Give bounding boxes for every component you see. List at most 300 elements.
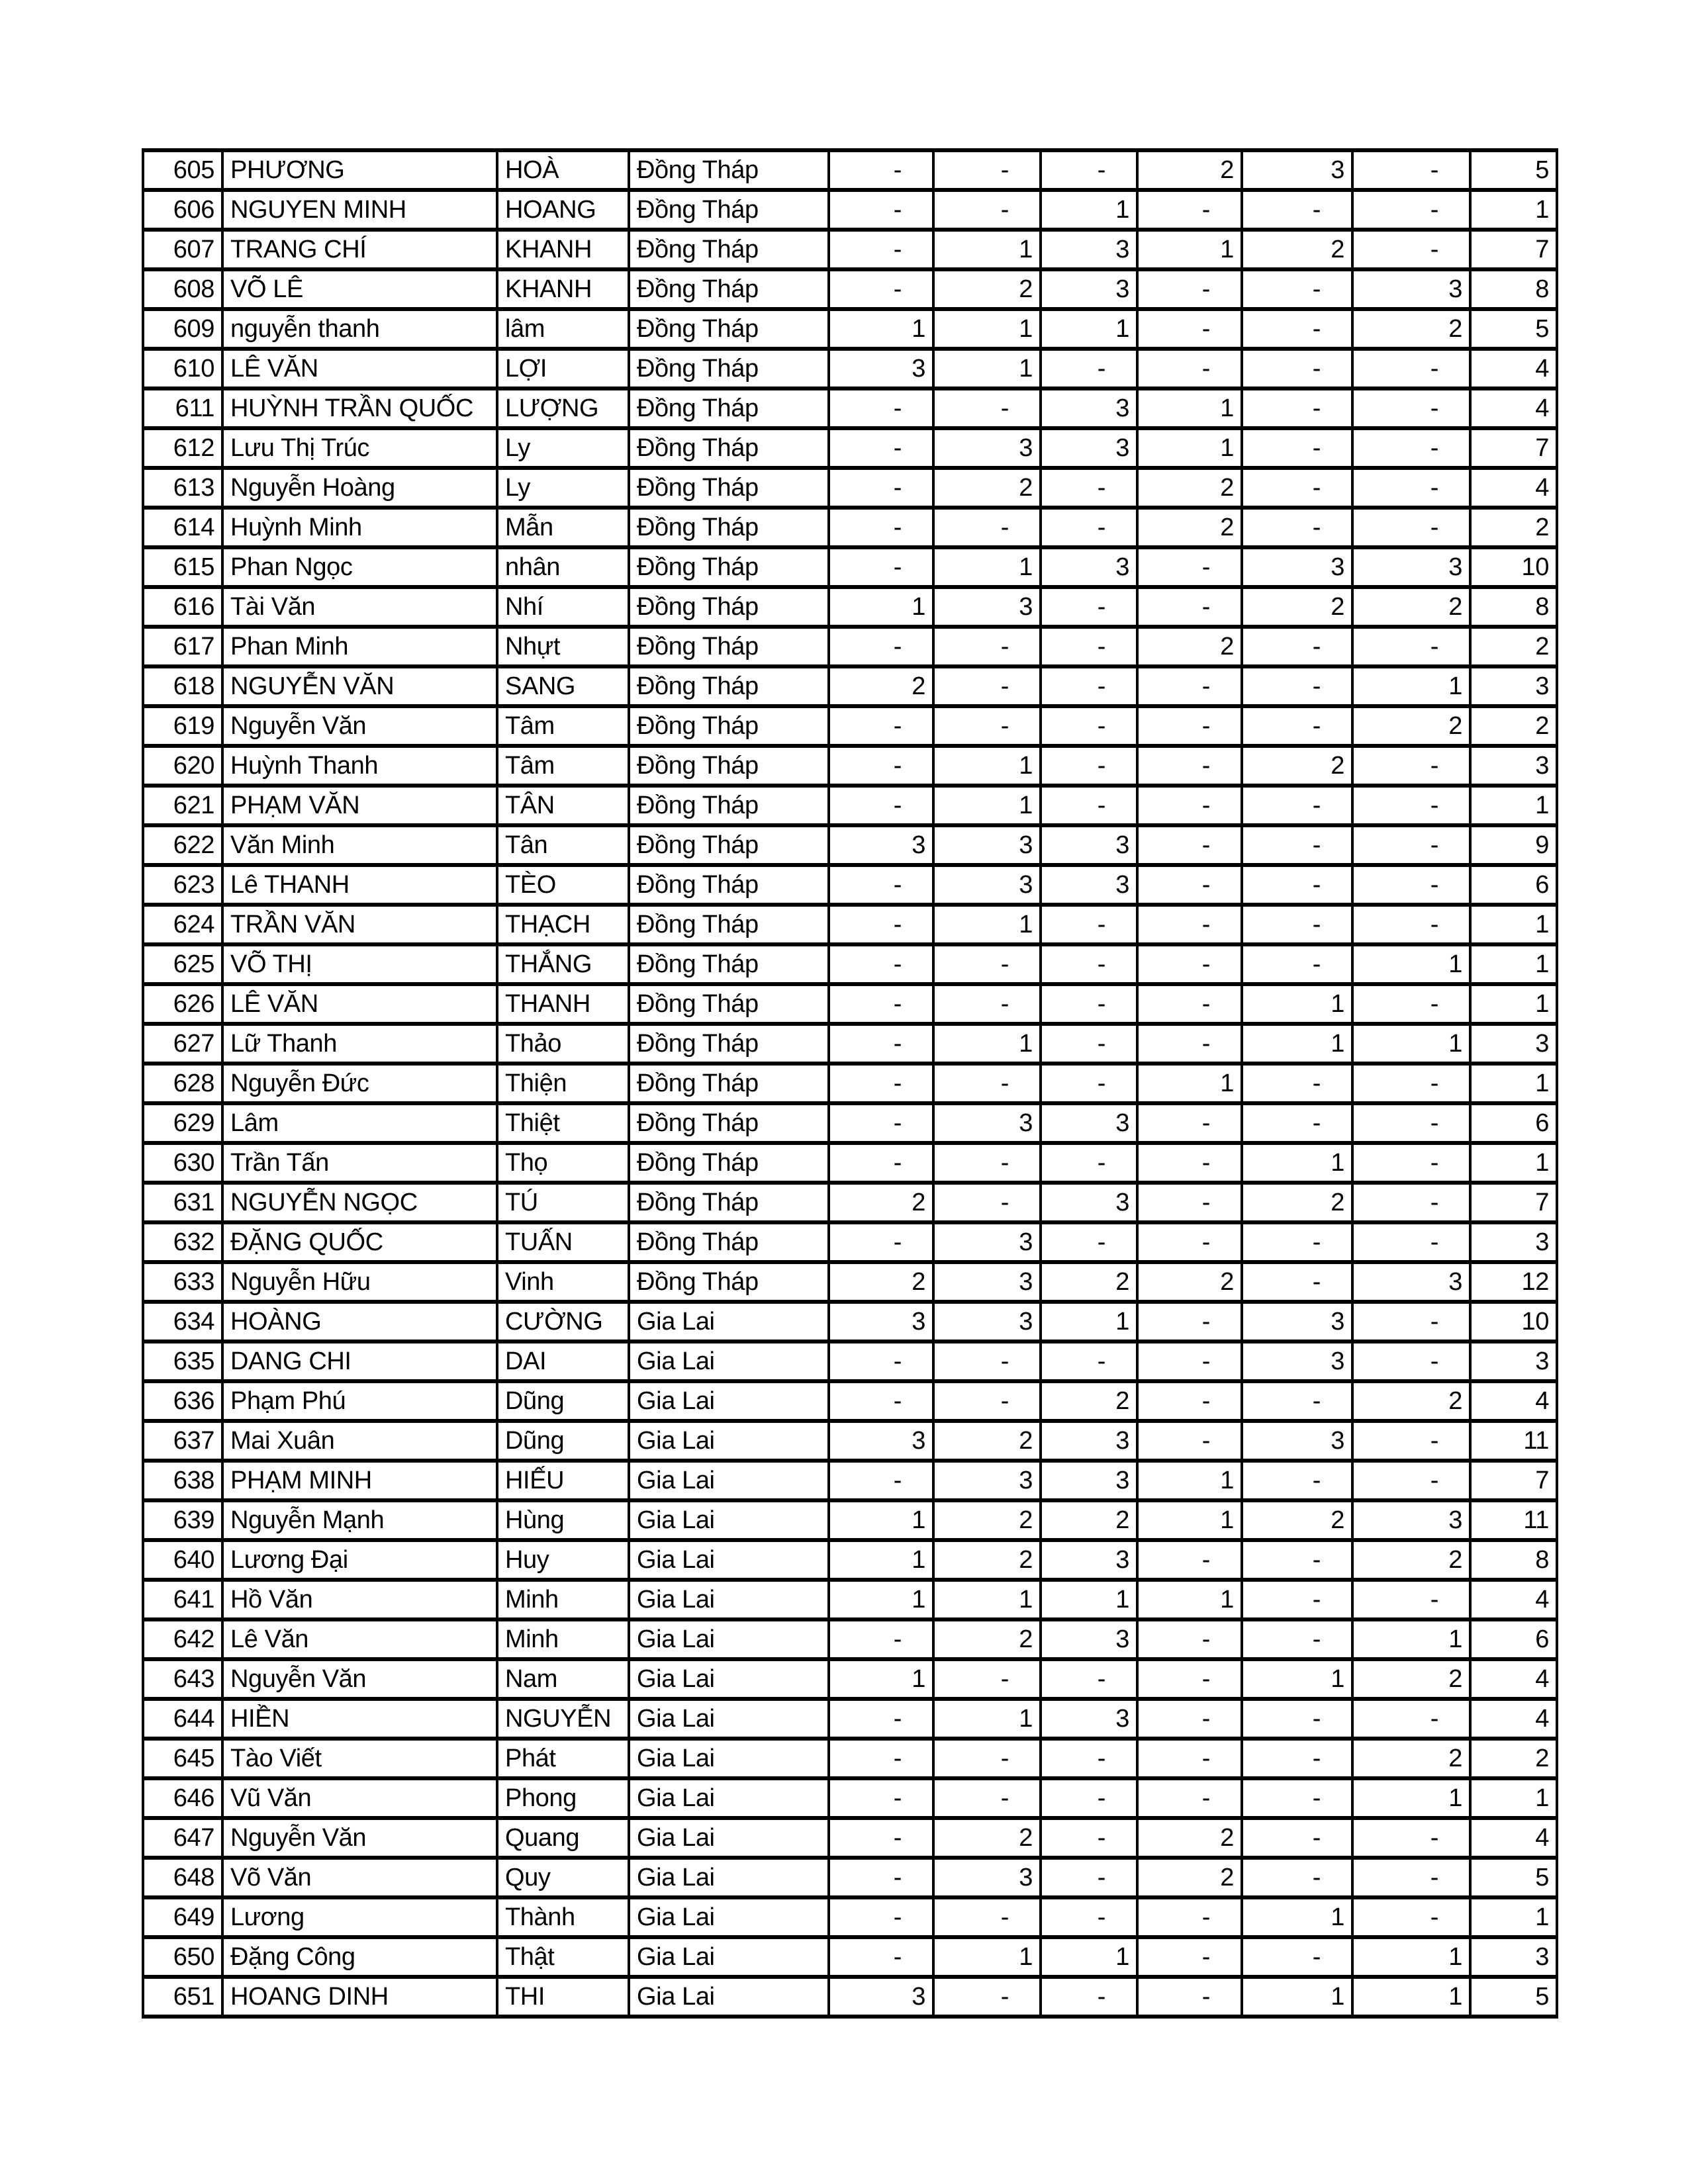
cell-score-1: 1: [829, 587, 933, 627]
cell-province: Đồng Tháp: [629, 269, 829, 309]
cell-score-2: 3: [933, 1858, 1041, 1897]
cell-score-5: 3: [1242, 150, 1352, 190]
cell-score-3: -: [1041, 1342, 1137, 1381]
cell-first-name: HUỲNH TRẦN QUỐC: [222, 388, 497, 428]
cell-score-2: 3: [933, 865, 1041, 905]
cell-last-name: Vinh: [497, 1262, 629, 1302]
cell-id: 619: [143, 706, 222, 746]
cell-score-1: 2: [829, 1262, 933, 1302]
cell-first-name: Lê THANH: [222, 865, 497, 905]
cell-first-name: LÊ VĂN: [222, 349, 497, 388]
cell-last-name: THẠCH: [497, 905, 629, 944]
cell-score-6: 1: [1352, 1977, 1470, 2017]
cell-score-6: 3: [1352, 1500, 1470, 1540]
cell-last-name: Minh: [497, 1580, 629, 1619]
cell-id: 636: [143, 1381, 222, 1421]
cell-province: Gia Lai: [629, 1897, 829, 1937]
cell-total: 3: [1470, 1024, 1557, 1064]
cell-total: 6: [1470, 865, 1557, 905]
cell-id: 648: [143, 1858, 222, 1897]
table-row: [143, 1103, 1557, 1143]
cell-score-6: -: [1352, 1302, 1470, 1342]
cell-id: 634: [143, 1302, 222, 1342]
cell-score-4: 2: [1137, 627, 1242, 666]
cell-first-name: Phan Ngọc: [222, 547, 497, 587]
cell-last-name: Ly: [497, 428, 629, 468]
cell-score-3: -: [1041, 746, 1137, 786]
cell-score-1: -: [829, 944, 933, 984]
cell-score-6: -: [1352, 230, 1470, 269]
cell-score-6: -: [1352, 786, 1470, 825]
cell-id: 650: [143, 1937, 222, 1977]
cell-score-5: -: [1242, 1064, 1352, 1103]
table-row: [143, 1739, 1557, 1778]
cell-id: 623: [143, 865, 222, 905]
cell-score-1: -: [829, 1937, 933, 1977]
cell-last-name: Tâm: [497, 746, 629, 786]
cell-first-name: Mai Xuân: [222, 1421, 497, 1461]
cell-score-4: -: [1137, 984, 1242, 1024]
cell-score-3: 3: [1041, 547, 1137, 587]
cell-score-5: -: [1242, 1699, 1352, 1739]
cell-score-6: -: [1352, 746, 1470, 786]
cell-score-5: -: [1242, 309, 1352, 349]
cell-first-name: Văn Minh: [222, 825, 497, 865]
table-row: [143, 1222, 1557, 1262]
cell-total: 3: [1470, 1937, 1557, 1977]
cell-score-3: -: [1041, 1222, 1137, 1262]
cell-province: Đồng Tháp: [629, 388, 829, 428]
cell-total: 4: [1470, 1381, 1557, 1421]
cell-id: 639: [143, 1500, 222, 1540]
cell-score-2: -: [933, 190, 1041, 230]
cell-id: 631: [143, 1183, 222, 1222]
cell-last-name: Phong: [497, 1778, 629, 1818]
table-row: [143, 547, 1557, 587]
cell-province: Gia Lai: [629, 1302, 829, 1342]
cell-score-4: -: [1137, 905, 1242, 944]
cell-province: Đồng Tháp: [629, 309, 829, 349]
cell-score-5: -: [1242, 1381, 1352, 1421]
cell-total: 1: [1470, 190, 1557, 230]
cell-score-3: 3: [1041, 1699, 1137, 1739]
cell-score-1: 1: [829, 1540, 933, 1580]
cell-id: 615: [143, 547, 222, 587]
cell-score-3: -: [1041, 587, 1137, 627]
cell-last-name: TÂN: [497, 786, 629, 825]
cell-total: 3: [1470, 1222, 1557, 1262]
cell-province: Gia Lai: [629, 1699, 829, 1739]
cell-id: 618: [143, 666, 222, 706]
cell-id: 616: [143, 587, 222, 627]
cell-score-2: 2: [933, 1421, 1041, 1461]
cell-province: Đồng Tháp: [629, 508, 829, 547]
cell-score-5: -: [1242, 388, 1352, 428]
cell-first-name: TRANG CHÍ: [222, 230, 497, 269]
cell-total: 2: [1470, 1739, 1557, 1778]
cell-score-5: -: [1242, 1222, 1352, 1262]
cell-total: 4: [1470, 468, 1557, 508]
cell-id: 637: [143, 1421, 222, 1461]
cell-score-5: -: [1242, 666, 1352, 706]
cell-score-6: 3: [1352, 269, 1470, 309]
cell-total: 6: [1470, 1103, 1557, 1143]
cell-score-3: -: [1041, 786, 1137, 825]
cell-score-1: -: [829, 1619, 933, 1659]
cell-score-1: -: [829, 1024, 933, 1064]
cell-total: 5: [1470, 1977, 1557, 2017]
cell-last-name: Thiện: [497, 1064, 629, 1103]
cell-first-name: Tào Viết: [222, 1739, 497, 1778]
cell-score-2: -: [933, 1659, 1041, 1699]
cell-score-3: 3: [1041, 1540, 1137, 1580]
cell-total: 2: [1470, 706, 1557, 746]
cell-score-4: 1: [1137, 1461, 1242, 1500]
table-body: [143, 150, 1557, 2017]
cell-province: Gia Lai: [629, 1500, 829, 1540]
cell-total: 4: [1470, 1818, 1557, 1858]
cell-score-5: -: [1242, 1739, 1352, 1778]
cell-score-4: -: [1137, 1897, 1242, 1937]
cell-province: Đồng Tháp: [629, 666, 829, 706]
cell-total: 1: [1470, 944, 1557, 984]
cell-last-name: TÚ: [497, 1183, 629, 1222]
cell-id: 628: [143, 1064, 222, 1103]
cell-id: 606: [143, 190, 222, 230]
cell-score-2: -: [933, 984, 1041, 1024]
cell-score-6: -: [1352, 349, 1470, 388]
cell-id: 645: [143, 1739, 222, 1778]
cell-first-name: Lương: [222, 1897, 497, 1937]
cell-score-4: -: [1137, 547, 1242, 587]
cell-score-1: -: [829, 547, 933, 587]
cell-score-3: -: [1041, 984, 1137, 1024]
cell-score-4: -: [1137, 1977, 1242, 2017]
cell-score-6: 1: [1352, 1619, 1470, 1659]
table-row: [143, 1183, 1557, 1222]
cell-score-3: -: [1041, 150, 1137, 190]
cell-score-3: -: [1041, 1024, 1137, 1064]
cell-province: Đồng Tháp: [629, 905, 829, 944]
cell-province: Gia Lai: [629, 1739, 829, 1778]
cell-province: Gia Lai: [629, 1540, 829, 1580]
cell-id: 630: [143, 1143, 222, 1183]
cell-id: 633: [143, 1262, 222, 1302]
cell-first-name: Lữ Thanh: [222, 1024, 497, 1064]
cell-last-name: Ly: [497, 468, 629, 508]
cell-score-1: -: [829, 1699, 933, 1739]
table-row: [143, 309, 1557, 349]
cell-score-3: -: [1041, 905, 1137, 944]
cell-last-name: TUẤN: [497, 1222, 629, 1262]
cell-last-name: LƯỢNG: [497, 388, 629, 428]
cell-total: 8: [1470, 269, 1557, 309]
cell-province: Đồng Tháp: [629, 1222, 829, 1262]
cell-score-4: -: [1137, 1659, 1242, 1699]
cell-id: 614: [143, 508, 222, 547]
cell-score-2: 2: [933, 1818, 1041, 1858]
table-row: [143, 1302, 1557, 1342]
cell-first-name: TRẦN VĂN: [222, 905, 497, 944]
cell-score-3: -: [1041, 349, 1137, 388]
cell-province: Đồng Tháp: [629, 1024, 829, 1064]
cell-score-3: 1: [1041, 1937, 1137, 1977]
cell-total: 8: [1470, 587, 1557, 627]
table-row: [143, 1659, 1557, 1699]
cell-score-6: -: [1352, 1342, 1470, 1381]
cell-province: Gia Lai: [629, 1818, 829, 1858]
table-row: [143, 1699, 1557, 1739]
cell-score-4: -: [1137, 1183, 1242, 1222]
cell-score-6: 2: [1352, 587, 1470, 627]
cell-score-1: -: [829, 150, 933, 190]
cell-score-1: -: [829, 1461, 933, 1500]
cell-score-1: 1: [829, 1500, 933, 1540]
cell-score-2: -: [933, 706, 1041, 746]
cell-total: 4: [1470, 1699, 1557, 1739]
table-row: [143, 905, 1557, 944]
cell-total: 6: [1470, 1619, 1557, 1659]
cell-total: 3: [1470, 666, 1557, 706]
cell-score-1: -: [829, 706, 933, 746]
cell-score-1: -: [829, 786, 933, 825]
cell-last-name: Thảo: [497, 1024, 629, 1064]
cell-score-1: 3: [829, 1421, 933, 1461]
cell-score-1: -: [829, 1342, 933, 1381]
cell-score-2: 2: [933, 1540, 1041, 1580]
cell-score-5: 3: [1242, 1342, 1352, 1381]
cell-score-4: -: [1137, 1024, 1242, 1064]
cell-last-name: HOÀ: [497, 150, 629, 190]
cell-last-name: Dũng: [497, 1381, 629, 1421]
cell-score-6: -: [1352, 190, 1470, 230]
cell-id: 649: [143, 1897, 222, 1937]
cell-score-6: -: [1352, 1897, 1470, 1937]
cell-score-1: 3: [829, 1302, 933, 1342]
cell-score-5: 3: [1242, 1421, 1352, 1461]
cell-score-6: -: [1352, 150, 1470, 190]
cell-score-4: 2: [1137, 508, 1242, 547]
cell-score-4: -: [1137, 1619, 1242, 1659]
cell-score-4: -: [1137, 706, 1242, 746]
cell-score-4: -: [1137, 746, 1242, 786]
cell-score-4: -: [1137, 190, 1242, 230]
cell-score-4: -: [1137, 269, 1242, 309]
cell-score-6: -: [1352, 508, 1470, 547]
cell-first-name: DANG CHI: [222, 1342, 497, 1381]
cell-id: 651: [143, 1977, 222, 2017]
cell-province: Đồng Tháp: [629, 865, 829, 905]
cell-province: Đồng Tháp: [629, 627, 829, 666]
cell-id: 624: [143, 905, 222, 944]
cell-score-5: -: [1242, 1262, 1352, 1302]
cell-id: 643: [143, 1659, 222, 1699]
cell-score-4: -: [1137, 1540, 1242, 1580]
cell-first-name: Huỳnh Thanh: [222, 746, 497, 786]
cell-province: Gia Lai: [629, 1580, 829, 1619]
cell-score-2: -: [933, 1143, 1041, 1183]
table-row: [143, 388, 1557, 428]
cell-score-4: -: [1137, 1342, 1242, 1381]
cell-total: 4: [1470, 1580, 1557, 1619]
cell-score-5: -: [1242, 944, 1352, 984]
cell-province: Gia Lai: [629, 1937, 829, 1977]
cell-score-4: -: [1137, 1143, 1242, 1183]
cell-first-name: Nguyễn Văn: [222, 706, 497, 746]
cell-score-3: 3: [1041, 388, 1137, 428]
cell-score-1: 3: [829, 825, 933, 865]
cell-last-name: Quang: [497, 1818, 629, 1858]
cell-score-6: -: [1352, 388, 1470, 428]
cell-score-5: -: [1242, 1619, 1352, 1659]
cell-score-5: 1: [1242, 1897, 1352, 1937]
cell-score-3: 3: [1041, 1461, 1137, 1500]
cell-score-3: -: [1041, 508, 1137, 547]
cell-province: Gia Lai: [629, 1381, 829, 1421]
cell-score-4: 2: [1137, 1858, 1242, 1897]
cell-score-4: -: [1137, 1937, 1242, 1977]
cell-last-name: TÈO: [497, 865, 629, 905]
cell-first-name: VÕ LÊ: [222, 269, 497, 309]
cell-score-3: 3: [1041, 865, 1137, 905]
cell-score-1: 1: [829, 1580, 933, 1619]
cell-score-6: -: [1352, 1818, 1470, 1858]
cell-score-3: -: [1041, 1659, 1137, 1699]
cell-score-1: 2: [829, 1183, 933, 1222]
cell-last-name: Thiệt: [497, 1103, 629, 1143]
cell-score-2: -: [933, 666, 1041, 706]
cell-score-2: 1: [933, 1937, 1041, 1977]
cell-first-name: Lê Văn: [222, 1619, 497, 1659]
table-row: [143, 1024, 1557, 1064]
cell-score-5: -: [1242, 1818, 1352, 1858]
cell-province: Đồng Tháp: [629, 1103, 829, 1143]
table-row: [143, 1262, 1557, 1302]
cell-score-4: 1: [1137, 230, 1242, 269]
cell-score-4: -: [1137, 666, 1242, 706]
cell-score-6: -: [1352, 1461, 1470, 1500]
cell-score-5: -: [1242, 468, 1352, 508]
cell-total: 3: [1470, 1342, 1557, 1381]
cell-province: Đồng Tháp: [629, 984, 829, 1024]
cell-score-5: 2: [1242, 1183, 1352, 1222]
cell-score-5: 2: [1242, 587, 1352, 627]
cell-score-5: -: [1242, 627, 1352, 666]
cell-score-4: -: [1137, 825, 1242, 865]
cell-score-3: 1: [1041, 190, 1137, 230]
cell-score-6: -: [1352, 1143, 1470, 1183]
cell-score-2: 3: [933, 1461, 1041, 1500]
cell-total: 1: [1470, 786, 1557, 825]
cell-score-2: 3: [933, 1103, 1041, 1143]
cell-score-5: -: [1242, 706, 1352, 746]
cell-province: Gia Lai: [629, 1461, 829, 1500]
cell-id: 641: [143, 1580, 222, 1619]
cell-first-name: Nguyễn Hoàng: [222, 468, 497, 508]
cell-last-name: Nhựt: [497, 627, 629, 666]
cell-province: Gia Lai: [629, 1778, 829, 1818]
cell-score-5: -: [1242, 865, 1352, 905]
cell-first-name: Nguyễn Đức: [222, 1064, 497, 1103]
cell-score-6: 1: [1352, 666, 1470, 706]
cell-score-2: -: [933, 1739, 1041, 1778]
cell-province: Đồng Tháp: [629, 786, 829, 825]
cell-total: 5: [1470, 1858, 1557, 1897]
cell-score-6: 2: [1352, 1381, 1470, 1421]
cell-score-2: 3: [933, 428, 1041, 468]
table-row: [143, 587, 1557, 627]
table-row: [143, 190, 1557, 230]
cell-score-6: -: [1352, 627, 1470, 666]
cell-first-name: Phan Minh: [222, 627, 497, 666]
cell-province: Gia Lai: [629, 1421, 829, 1461]
table-row: [143, 706, 1557, 746]
cell-last-name: Dũng: [497, 1421, 629, 1461]
cell-score-3: 3: [1041, 1619, 1137, 1659]
cell-first-name: PHẠM VĂN: [222, 786, 497, 825]
cell-id: 622: [143, 825, 222, 865]
cell-score-5: 1: [1242, 984, 1352, 1024]
cell-score-5: 1: [1242, 1977, 1352, 2017]
cell-score-1: -: [829, 269, 933, 309]
table-row: [143, 1818, 1557, 1858]
cell-score-1: -: [829, 468, 933, 508]
cell-score-2: -: [933, 508, 1041, 547]
cell-score-1: -: [829, 1064, 933, 1103]
cell-first-name: Nguyễn Văn: [222, 1659, 497, 1699]
cell-first-name: Phạm Phú: [222, 1381, 497, 1421]
cell-total: 1: [1470, 1778, 1557, 1818]
cell-score-6: -: [1352, 1222, 1470, 1262]
cell-score-2: 3: [933, 1262, 1041, 1302]
cell-province: Đồng Tháp: [629, 547, 829, 587]
table-row: [143, 1778, 1557, 1818]
cell-score-4: -: [1137, 349, 1242, 388]
cell-total: 9: [1470, 825, 1557, 865]
cell-score-5: -: [1242, 786, 1352, 825]
cell-score-2: -: [933, 150, 1041, 190]
cell-province: Đồng Tháp: [629, 706, 829, 746]
cell-score-4: 2: [1137, 1262, 1242, 1302]
cell-first-name: Hồ Văn: [222, 1580, 497, 1619]
cell-score-2: -: [933, 627, 1041, 666]
cell-id: 638: [143, 1461, 222, 1500]
cell-score-2: 3: [933, 1302, 1041, 1342]
cell-first-name: Võ Văn: [222, 1858, 497, 1897]
cell-id: 609: [143, 309, 222, 349]
cell-total: 4: [1470, 349, 1557, 388]
table-row: [143, 269, 1557, 309]
cell-score-2: -: [933, 944, 1041, 984]
cell-score-1: -: [829, 428, 933, 468]
table-row: [143, 428, 1557, 468]
cell-score-4: -: [1137, 944, 1242, 984]
cell-score-1: 1: [829, 309, 933, 349]
cell-score-6: 2: [1352, 706, 1470, 746]
cell-province: Đồng Tháp: [629, 230, 829, 269]
cell-province: Gia Lai: [629, 1858, 829, 1897]
cell-first-name: HIỀN: [222, 1699, 497, 1739]
cell-score-2: 1: [933, 1024, 1041, 1064]
cell-id: 626: [143, 984, 222, 1024]
cell-first-name: LÊ VĂN: [222, 984, 497, 1024]
cell-last-name: HIẾU: [497, 1461, 629, 1500]
cell-last-name: THẮNG: [497, 944, 629, 984]
cell-total: 5: [1470, 309, 1557, 349]
cell-province: Đồng Tháp: [629, 190, 829, 230]
cell-first-name: Lưu Thị Trúc: [222, 428, 497, 468]
cell-last-name: KHANH: [497, 230, 629, 269]
